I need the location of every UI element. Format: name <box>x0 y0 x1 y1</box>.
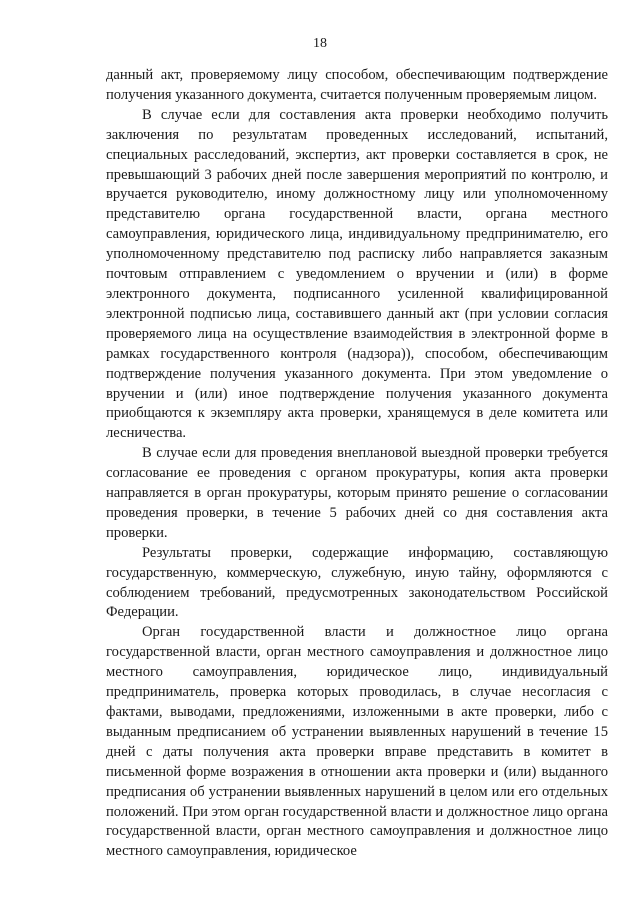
document-text <box>106 66 608 862</box>
paragraph-2: В случае если для составления акта проверки необходимо получить заключения по результатам проведенных исследований, испытаний, специальных расследований, экспертиз, акт проверки составляется в срок, не превышающий 3 рабочих дней после завершения мероприятий по контролю, и вручается руководителю, иному должностному лицу или уполномоченному представителю органа государственной власти, органа местного самоуправления, юридического лица, индивидуальному предпринимателю, его уполномоченному представителю под расписку либо направляется заказным почтовым отправлением с уведомлением о вручении и (или) в форме электронного документа, подписанного усиленной квалифицированной электронной подписью лица, составившего данный акт (при условии согласия проверяемого лица на осуществление взаимодействия в электронной форме в рамках государственного контроля (надзора)), способом, обеспечивающим подтверждение получения указанного документа. При этом уведомление о вручении и (или) иное подтверждение получения указанного документа приобщаются к экземпляру акта проверки, хранящемуся в деле комитета или лесничества. <box>106 106 608 442</box>
paragraph-1: данный акт, проверяемому лицу способом, обеспечивающим подтверждение получения указанного документа, считается полученным проверяемым лицом. <box>106 67 608 103</box>
paragraph-4: Результаты проверки, содержащие информацию, составляющую государственную, коммерческую, служебную, иную тайну, оформляются с соблюдением требований, предусмотренных законодательством Российской Федерации. <box>106 544 608 621</box>
page-number: 18 <box>313 36 327 51</box>
paragraph-3: В случае если для проведения внеплановой выездной проверки требуется согласование ее проведения с органом прокуратуры, копия акта проверки направляется в орган прокуратуры, которым принято решение о согласовании проведения проверки, в течение 5 рабочих дней со дня составления акта проверки. <box>106 445 608 541</box>
paragraph-5: Орган государственной власти и должностное лицо органа государственной власти, орган местного самоуправления и должностное лицо местного самоуправления, юридическое лицо, индивидуальный предприниматель, проверка которых проводилась, в случае несогласия с фактами, выводами, предложениями, изложенными в акте проверки, либо с выданным предписанием об устранении выявленных нарушений в течение 15 дней с даты получения акта проверки вправе представить в комитет в письменной форме возражения в отношении акта проверки и (или) выданного предписания об устранении выявленных нарушений в целом или его отдельных положений. При этом орган государственной власти и должностное лицо органа государственной власти, орган местного самоуправления и должностное лицо местного самоуправления, юридическое <box>106 624 608 860</box>
